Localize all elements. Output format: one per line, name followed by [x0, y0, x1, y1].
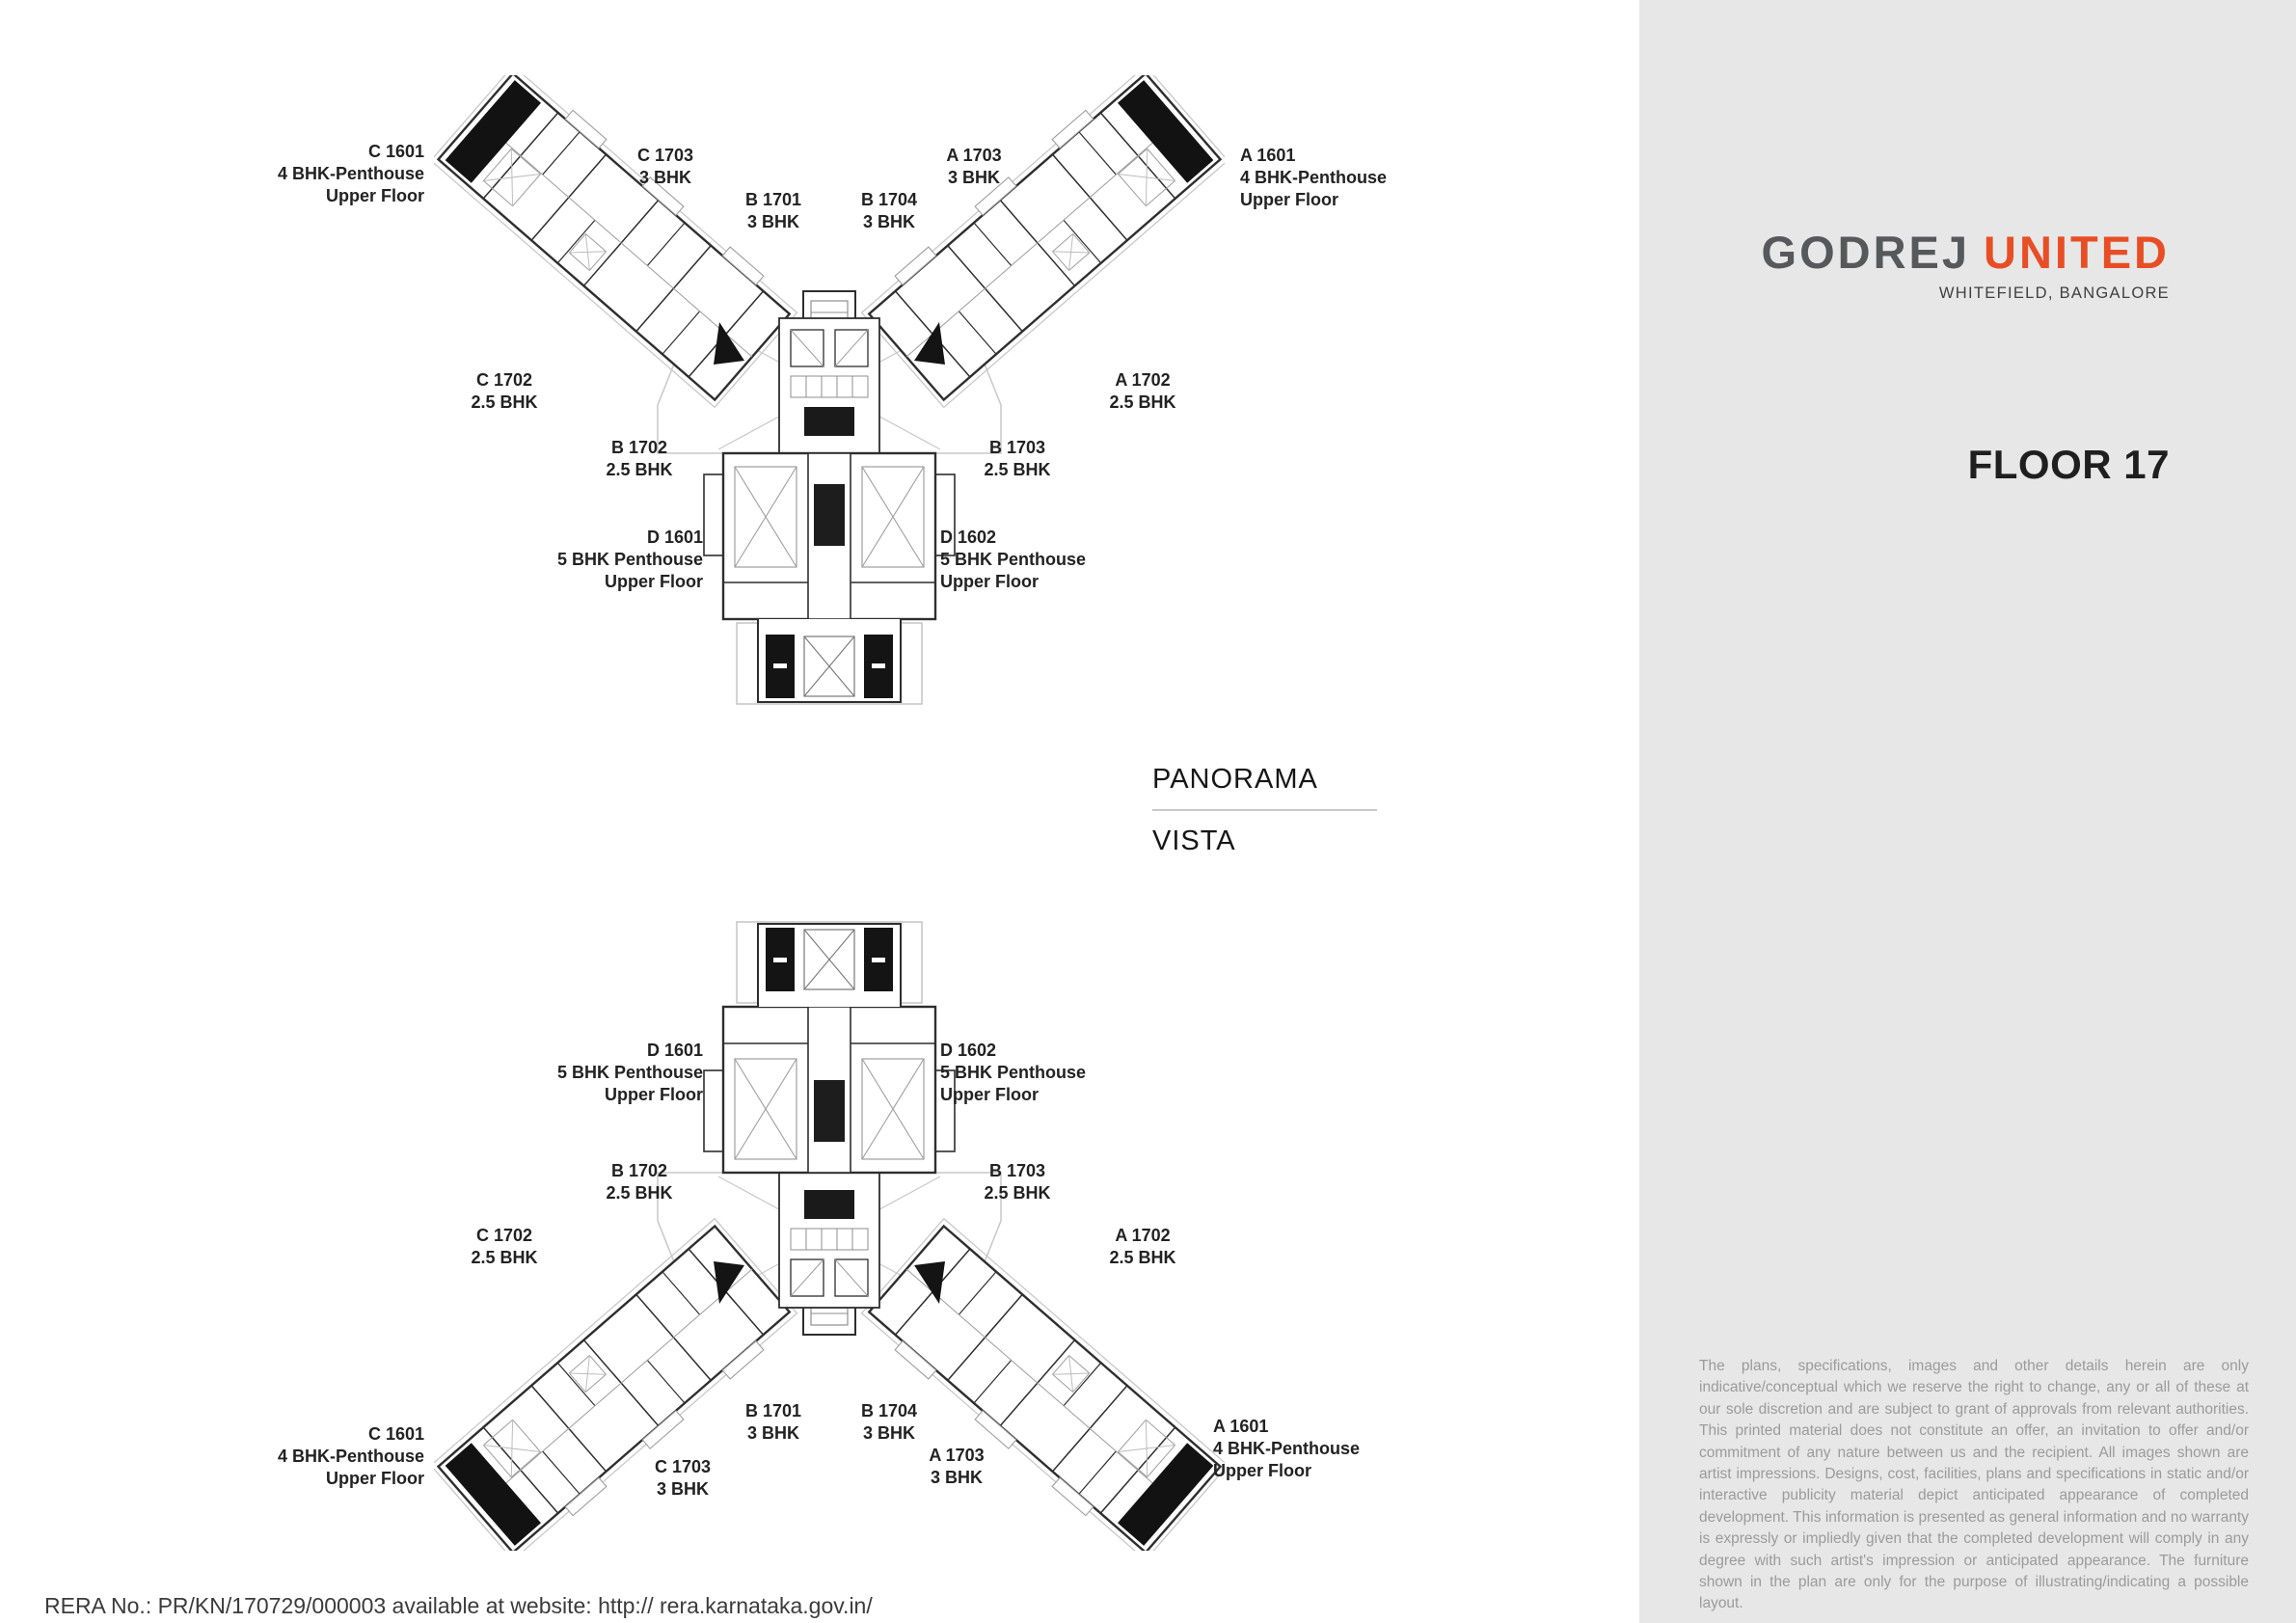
unit-label	[231, 141, 424, 207]
unit-label	[940, 1040, 1152, 1106]
unit-label-line: Upper Floor	[1240, 190, 1338, 209]
unit-label-line: A 1702	[1115, 370, 1171, 390]
unit-label-line: 3 BHK	[862, 1423, 915, 1443]
unit-label-line: 4 BHK-Penthouse	[1240, 168, 1388, 187]
unit-label	[916, 145, 1032, 189]
unit-label-line: 3 BHK	[746, 212, 799, 231]
unit-label-line: C 1703	[654, 1457, 712, 1476]
unit-label-line: 2.5 BHK	[1109, 392, 1176, 412]
unit-label-line: D 1602	[940, 527, 997, 547]
unit-label	[831, 1400, 947, 1445]
unit-label-line: D 1601	[646, 1041, 703, 1060]
branding-panel	[1639, 0, 2296, 1623]
unit-label-line: B 1702	[610, 438, 668, 457]
unit-label-line: C 1702	[475, 370, 533, 390]
unit-label	[716, 189, 831, 233]
unit-label-line: 5 BHK Penthouse	[940, 1063, 1087, 1082]
unit-label-line: 3 BHK	[947, 168, 1000, 187]
brand-logo-wordmark	[1761, 227, 2170, 278]
unit-label-line: A 1703	[929, 1446, 985, 1465]
brand-logo	[1761, 227, 2170, 303]
unit-label	[831, 189, 947, 233]
unit-label-line: Upper Floor	[1213, 1461, 1311, 1480]
unit-label	[446, 1225, 562, 1269]
unit-label-line: 2.5 BHK	[1109, 1248, 1176, 1267]
unit-label	[1213, 1416, 1425, 1482]
unit-label	[899, 1445, 1014, 1489]
unit-label	[446, 369, 562, 414]
unit-label	[940, 527, 1152, 593]
unit-label-line: 3 BHK	[862, 212, 915, 231]
unit-label-line: D 1601	[646, 527, 703, 547]
unit-label-line: 4 BHK-Penthouse	[277, 164, 424, 183]
page-title: FLOOR 17	[1967, 442, 2170, 487]
unit-label-line: 5 BHK Penthouse	[556, 550, 703, 569]
unit-label-line: Upper Floor	[326, 186, 424, 205]
unit-label-line: B 1704	[860, 190, 918, 209]
unit-label-line: 4 BHK-Penthouse	[277, 1447, 424, 1466]
unit-label-line: A 1702	[1115, 1226, 1171, 1245]
unit-label	[959, 437, 1075, 481]
unit-label-line: Upper Floor	[940, 1085, 1039, 1104]
unit-label-line: B 1702	[610, 1161, 668, 1180]
tower-name-divider	[1152, 809, 1377, 811]
unit-label	[581, 437, 697, 481]
unit-label-line: Upper Floor	[605, 572, 703, 591]
unit-label-line: 2.5 BHK	[471, 392, 538, 412]
unit-label-line: 3 BHK	[656, 1479, 709, 1499]
unit-label-line: D 1602	[940, 1041, 997, 1060]
unit-label-line: B 1701	[744, 190, 802, 209]
unit-label-line: 3 BHK	[638, 168, 691, 187]
unit-label-line: A 1601	[1213, 1417, 1269, 1436]
unit-label-line: A 1601	[1240, 146, 1296, 165]
unit-label-line: Upper Floor	[940, 572, 1039, 591]
unit-label	[1240, 145, 1452, 211]
unit-label	[1085, 369, 1201, 414]
unit-label-line: C 1601	[367, 142, 424, 161]
unit-label-line: C 1601	[367, 1424, 424, 1444]
unit-label-line: 5 BHK Penthouse	[556, 1063, 703, 1082]
unit-label-line: B 1703	[988, 438, 1046, 457]
tower-names	[1152, 764, 1384, 857]
unit-label	[231, 1423, 424, 1490]
unit-label-line: C 1702	[475, 1226, 533, 1245]
tower-label-panorama: PANORAMA	[1152, 764, 1318, 795]
unit-label-line: B 1701	[744, 1401, 802, 1420]
unit-label-line: B 1703	[988, 1161, 1046, 1180]
unit-label-line: 2.5 BHK	[606, 460, 673, 479]
unit-label-line: 2.5 BHK	[471, 1248, 538, 1267]
disclaimer-text: The plans, specifications, images and other details herein are only indicative/conceptual which we reserve the right to change, any or all of these at our sole discretion and are subject to grant of approvals from relevant authorities. This printed material does not constitute an offer, an invitation to offer and/or commitment of any nature between us and the recipient. All images shown are artist impressions. Designs, cost, facilities, plans and specifications in static and/or interactive publicity material depict anticipated appearance of completed development. This information is presented as general information and no warranty is expressly or impliedly given that the completed development will comply in any degree with such artist's impression or anticipated appearance. The furniture shown in the plan are only for the purpose of illustrating/indicating a possible layout.	[1699, 1358, 2249, 1612]
unit-label-line: A 1703	[946, 146, 1002, 165]
rera-number: RERA No.: PR/KN/170729/000003 available at website: http:// rera.karnataka.gov.in/	[44, 1593, 873, 1618]
unit-label	[716, 1400, 831, 1445]
unit-label-line: 4 BHK-Penthouse	[1213, 1439, 1361, 1458]
unit-label-line: C 1703	[636, 146, 694, 165]
brand-name-primary: GODREJ	[1761, 227, 1971, 278]
unit-label-line: 2.5 BHK	[984, 460, 1051, 479]
unit-label-line: 2.5 BHK	[984, 1183, 1051, 1203]
unit-label-line: Upper Floor	[605, 1085, 703, 1104]
unit-label	[1085, 1225, 1201, 1269]
unit-label-line: 2.5 BHK	[606, 1183, 673, 1203]
unit-label	[510, 527, 703, 593]
brand-location: WHITEFIELD, BANGALORE	[1938, 284, 2170, 302]
unit-label-line: 3 BHK	[930, 1468, 983, 1487]
unit-label-line: 3 BHK	[746, 1423, 799, 1443]
unit-label	[510, 1040, 703, 1106]
brand-name-secondary: UNITED	[1984, 227, 2170, 278]
unit-label-line: 5 BHK Penthouse	[940, 550, 1087, 569]
unit-label	[959, 1160, 1075, 1204]
tower-label-vista: VISTA	[1152, 825, 1236, 856]
unit-label	[581, 1160, 697, 1204]
unit-label-line: B 1704	[860, 1401, 918, 1420]
unit-label	[608, 145, 723, 189]
unit-label-line: Upper Floor	[326, 1469, 424, 1488]
unit-label	[625, 1456, 741, 1501]
